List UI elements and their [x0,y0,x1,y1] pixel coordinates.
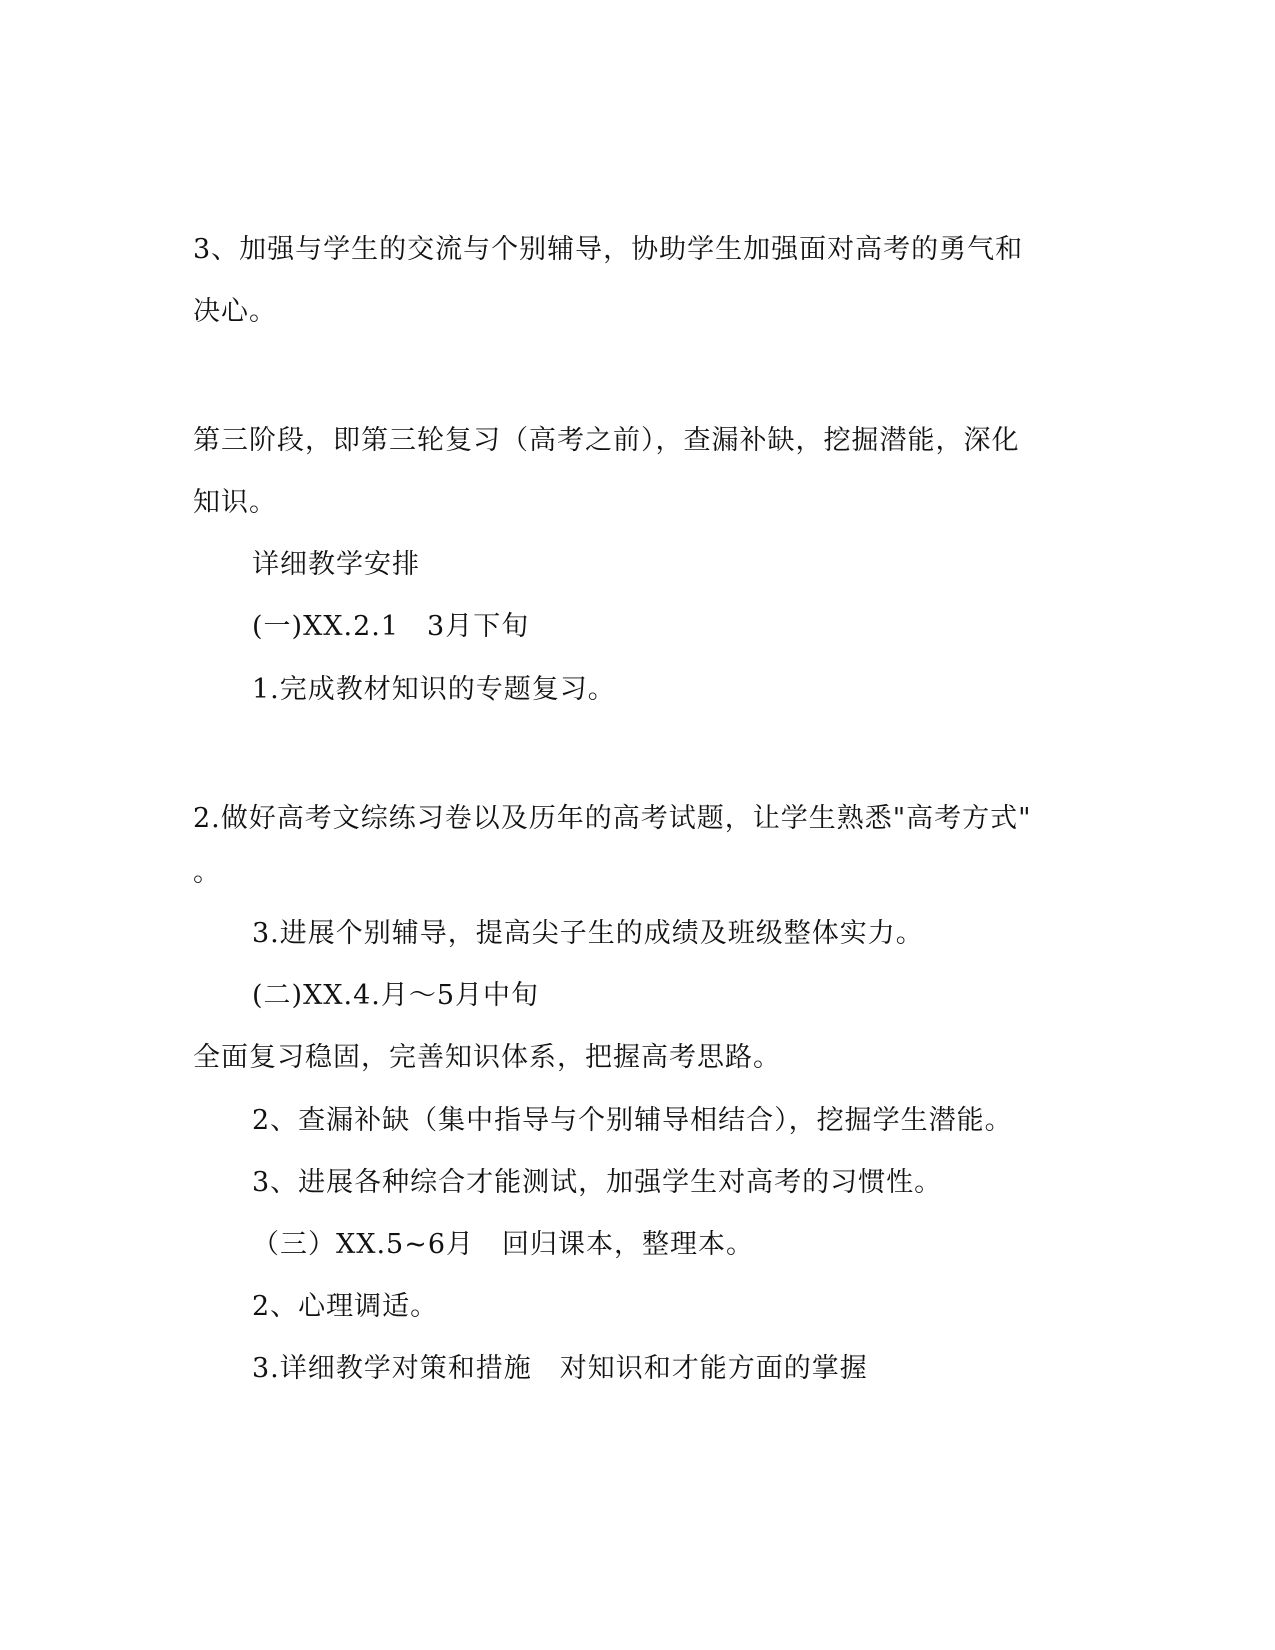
schedule-item-2-sub-3: 3、进展各种综合才能测试，加强学生对高考的习惯性。 [252,1167,943,1198]
schedule-item-2-sub-2: 2、查漏补缺（集中指导与个别辅导相结合），挖掘学生潜能。 [252,1105,1013,1136]
schedule-item-3-sub-2: 2、心理调适。 [252,1291,439,1322]
schedule-subitem-2: 2.做好高考文综练习卷以及历年的高考试题，让学生熟悉"高考方式" [193,803,1032,834]
schedule-item-3: （三）XX.5~6月 回归课本，整理本。 [252,1229,755,1260]
schedule-item-1: (一)XX.2.1 3月下旬 [252,611,530,642]
schedule-item-2-desc: 全面复习稳固，完善知识体系，把握高考思路。 [193,1042,781,1073]
paragraph-line-2: 决心。 [193,296,277,327]
schedule-subitem-3: 3.进展个别辅导，提高尖子生的成绩及班级整体实力。 [252,918,924,949]
schedule-subitem-1: 1.完成教材知识的专题复习。 [252,674,616,705]
paragraph-line-4: 知识。 [193,487,277,518]
paragraph-line-3: 第三阶段，即第三轮复习（高考之前），查漏补缺，挖掘潜能，深化 [193,425,1020,456]
section-heading: 详细教学安排 [252,549,420,580]
schedule-subitem-2-continued: 。 [193,857,221,888]
schedule-item-2: (二)XX.4.月～5月中旬 [252,980,540,1011]
schedule-item-3-sub-3: 3.详细教学对策和措施 对知识和才能方面的掌握 [252,1353,868,1384]
paragraph-line-1: 3、加强与学生的交流与个别辅导，协助学生加强面对高考的勇气和 [193,234,1024,265]
